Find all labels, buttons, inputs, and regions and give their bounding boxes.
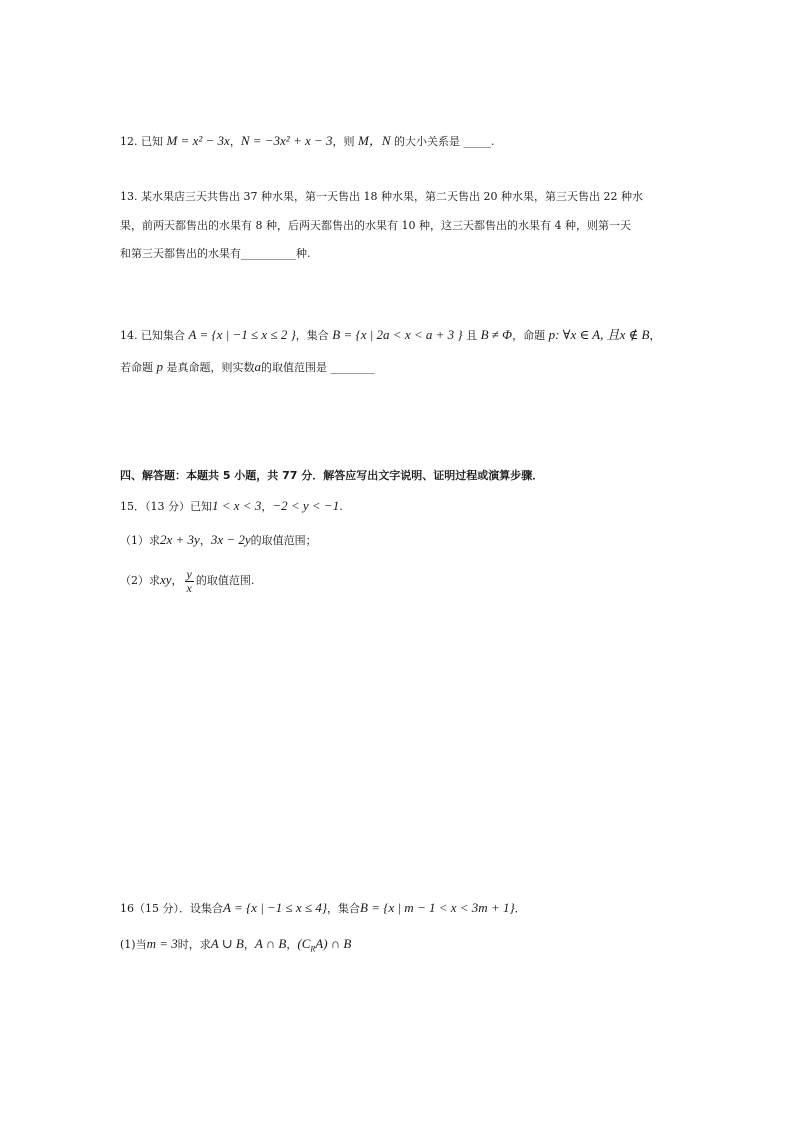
q15-p2-text: （2）求 <box>120 574 160 587</box>
q15-p2-fraction <box>185 568 194 595</box>
question-13-line-3: 和第三天都售出的水果有__________种. <box>120 247 311 260</box>
question-14-line-1 <box>120 325 660 346</box>
q16-p1-sep-1: ， <box>243 938 255 951</box>
q15-p2-tail: 的取值范围. <box>195 574 255 587</box>
q14-proposition-p: p: ∀x ∈ A, 且x ∉ B <box>548 327 650 342</box>
section-4-heading: 四、解答题：本题共 5 小题，共 77 分．解答应写出文字说明、证明过程或演算步骤． <box>120 469 544 482</box>
q15-sep: ， <box>261 500 273 513</box>
q15-p1-expr-2: 3x − 2y <box>210 532 251 547</box>
q16-p1-mid: 时，求 <box>177 938 211 951</box>
question-12 <box>120 131 495 152</box>
question-16 <box>120 898 526 919</box>
q15-x-range: 1 < x < 3 <box>212 498 262 513</box>
q14-l2-c: 是真命题，则实数 <box>166 361 255 374</box>
question-13-line-2: 果，前两天都售出的水果有 8 种，后两天都售出的水果有 10 种，这三天都售出的水果有 4 种，则第一天 <box>120 219 631 232</box>
q14-text-2: ，集合 <box>295 329 329 342</box>
q15-p1-text: （1）求 <box>120 534 160 547</box>
q12-text: 12. 已知 <box>120 135 163 148</box>
q16-p1-intersection: A ∩ B <box>254 936 287 951</box>
q12-math-n: N = −3x² + x − 3 <box>240 133 333 148</box>
q16-p1-complement-open: (C <box>297 936 311 951</box>
q16-p1-complement <box>297 936 352 954</box>
q16-set-b: B = {x | m − 1 < x < 3m + 1} <box>360 900 515 915</box>
q12-math-mn: M，N <box>358 133 391 148</box>
question-16-part-1 <box>120 934 351 960</box>
q16-end: ． <box>514 902 526 915</box>
question-15-part-1 <box>120 530 317 551</box>
q15-p1-sep: ， <box>199 534 211 547</box>
q14-b-nonempty: B ≠ Φ <box>480 327 513 342</box>
q16-p1-text: (1)当 <box>120 938 147 951</box>
q16-p1-union: A ∪ B <box>210 936 244 951</box>
question-15 <box>120 496 343 517</box>
q15-end: . <box>339 500 343 513</box>
q16-set-a: A = {x | −1 ≤ x ≤ 4} <box>223 900 328 915</box>
q12-tail: 的大小关系是 _____. <box>394 135 495 148</box>
q15-p2-sep: ， <box>171 574 183 587</box>
q16-p1-complement-sub: R <box>310 944 316 954</box>
q14-set-a: A = {x | −1 ≤ x ≤ 2 } <box>188 327 296 342</box>
q14-l2-e: 的取值范围是 ________ <box>261 361 375 374</box>
question-15-part-2 <box>120 566 254 595</box>
question-13-line-1: 13. 某水果店三天共售出 37 种水果，第一天售出 18 种水果，第二天售出 20 种水果，第三天售出 22 种水 <box>120 190 643 203</box>
q16-text-1: 16（15 分）．设集合 <box>120 902 223 915</box>
q14-l2-a: 若命题 <box>120 361 153 374</box>
q16-p1-complement-rest: A) ∩ B <box>315 936 352 951</box>
q16-p1-sep-2: ， <box>286 938 298 951</box>
q12-sep: ， <box>229 135 241 148</box>
q16-text-2: ，集合 <box>327 902 361 915</box>
q15-p2-numerator: y <box>186 566 192 581</box>
q15-p2-expr-xy: xy <box>160 572 172 587</box>
q16-p1-m-value: m = 3 <box>146 936 178 951</box>
q14-set-b: B = {x | 2a < x < a + 3 } <box>332 327 463 342</box>
q14-l2-p: p <box>156 359 163 374</box>
q15-p1-tail: 的取值范围； <box>250 534 317 547</box>
q15-p1-expr-1: 2x + 3y <box>160 532 200 547</box>
q14-l2-a-var: a <box>254 359 261 374</box>
q14-text-1: 14. 已知集合 <box>120 329 185 342</box>
q14-text-5: ， <box>649 329 661 342</box>
q15-y-range: −2 < y < −1 <box>272 498 340 513</box>
q15-text: 15．（13 分）已知 <box>120 500 212 513</box>
q14-text-4: ，命题 <box>512 329 546 342</box>
q12-mid: ，则 <box>332 135 355 148</box>
question-14-line-2 <box>120 357 375 378</box>
q12-math-m: M = x² − 3x <box>166 133 230 148</box>
q14-text-3: 且 <box>466 329 478 342</box>
q15-p2-denominator: x <box>186 580 192 595</box>
